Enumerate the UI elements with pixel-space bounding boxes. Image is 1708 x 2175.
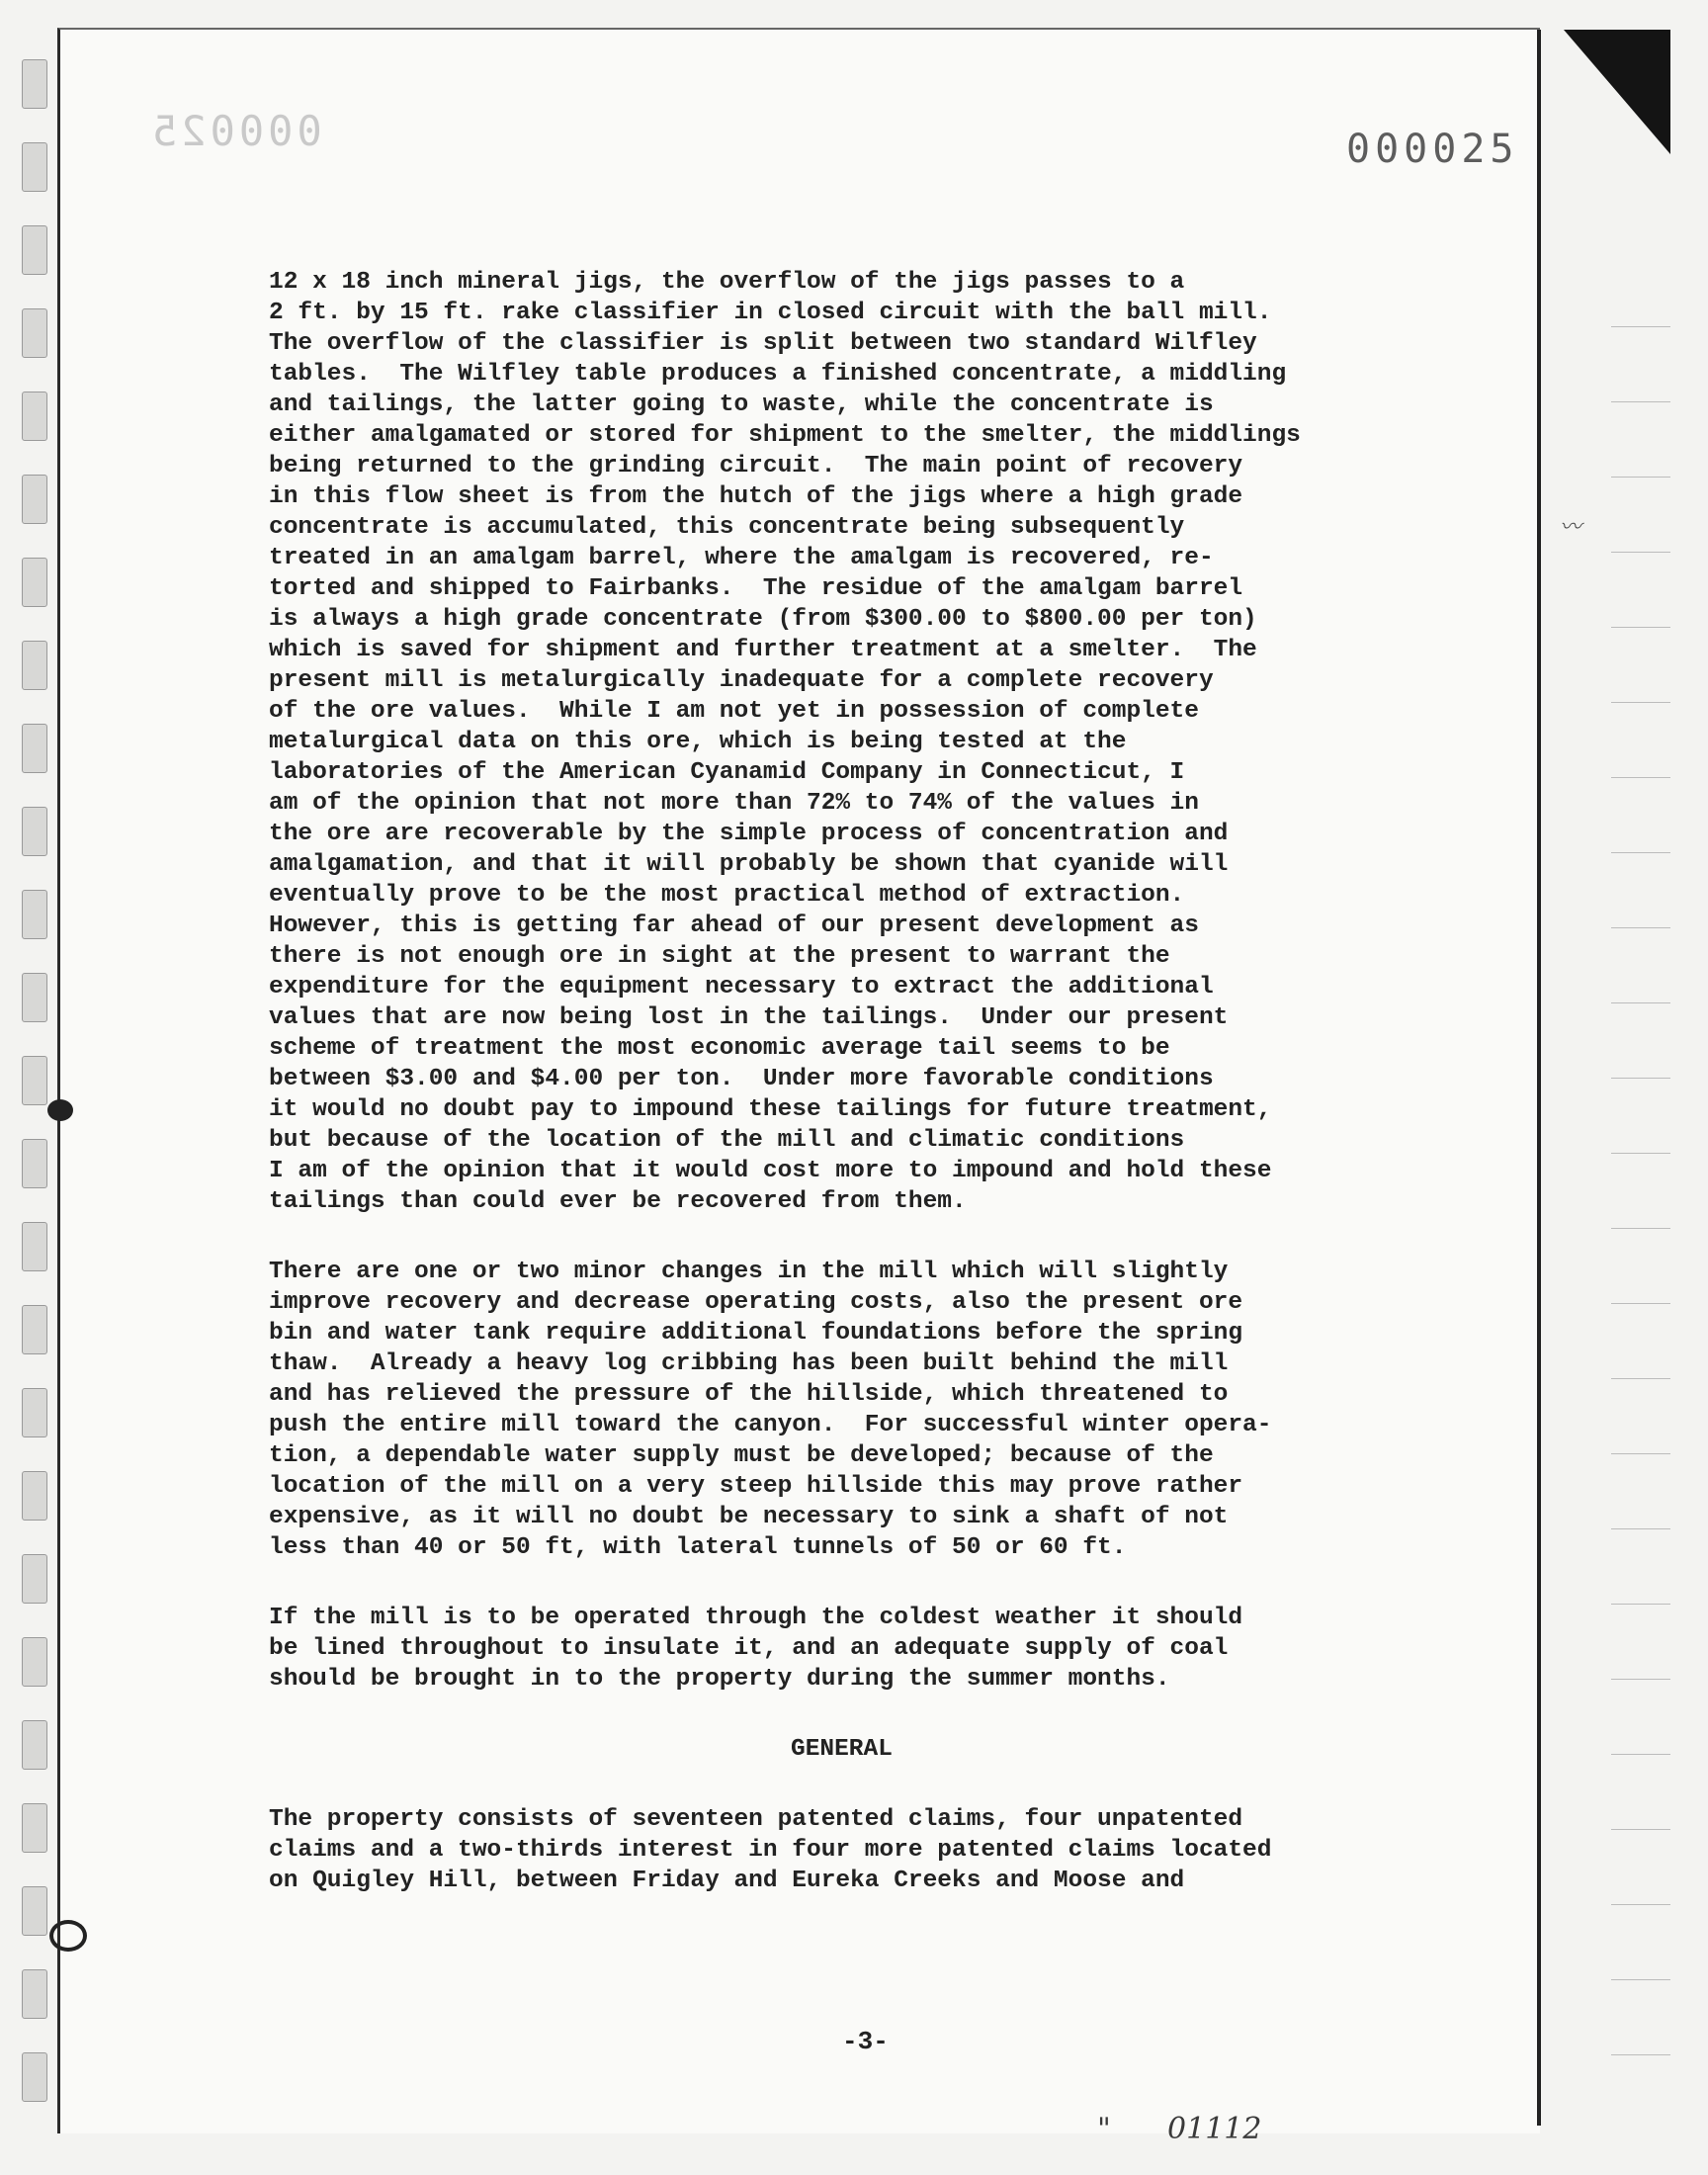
text-line: tables. The Wilfley table produces a finished concentrate, a middling	[269, 361, 1287, 388]
text-line: treated in an amalgam barrel, where the amalgam is recovered, re-	[269, 545, 1214, 571]
text-line: eventually prove to be the most practical method of extraction.	[269, 882, 1185, 909]
binding-hole	[22, 308, 47, 358]
text-line: improve recovery and decrease operating costs, also the present ore	[269, 1289, 1243, 1316]
margin-rule	[1611, 1303, 1670, 1304]
margin-rule	[1611, 1153, 1670, 1154]
text-line: amalgamation, and that it will probably be shown that cyanide will	[269, 851, 1229, 878]
text-line: 12 x 18 inch mineral jigs, the overflow of the jigs passes to a	[269, 269, 1185, 296]
text-line: and has relieved the pressure of the hillside, which threatened to	[269, 1381, 1229, 1408]
text-line: 2 ft. by 15 ft. rake classifier in closed circuit with the ball mill.	[269, 300, 1272, 326]
margin-rule	[1611, 777, 1670, 778]
margin-rule	[1611, 1754, 1670, 1755]
margin-rule	[1611, 401, 1670, 402]
text-line: laboratories of the American Cyanamid Company in Connecticut, I	[269, 759, 1185, 786]
text-line: but because of the location of the mill and climatic conditions	[269, 1127, 1185, 1154]
text-line: am of the opinion that not more than 72% to 74% of the values in	[269, 790, 1199, 817]
text-line: be lined throughout to insulate it, and an adequate supply of coal	[269, 1635, 1229, 1662]
section-heading: GENERAL	[791, 1736, 893, 1763]
footer-handwriting: " 01112	[1097, 2112, 1262, 2146]
margin-rule	[1611, 552, 1670, 553]
text-line: of the ore values. While I am not yet in possession of complete	[269, 698, 1199, 725]
page-edge	[1537, 30, 1541, 2126]
margin-rule	[1611, 927, 1670, 928]
margin-rule	[1611, 852, 1670, 853]
paragraph	[269, 1257, 1485, 1563]
text-line: metalurgical data on this ore, which is being tested at the	[269, 729, 1127, 755]
text-line: tion, a dependable water supply must be developed; because of the	[269, 1442, 1214, 1469]
binding-hole	[22, 1886, 47, 1936]
binding-hole	[22, 59, 47, 109]
ink-blot	[47, 1099, 73, 1121]
text-line: and tailings, the latter going to waste, while the concentrate is	[269, 392, 1214, 418]
text-line: less than 40 or 50 ft, with lateral tunnels of 50 or 60 ft.	[269, 1534, 1127, 1561]
margin-rule	[1611, 477, 1670, 478]
text-line: the ore are recoverable by the simple process of concentration and	[269, 821, 1229, 847]
text-line: in this flow sheet is from the hutch of the jigs where a high grade	[269, 483, 1243, 510]
text-line: push the entire mill toward the canyon. For successful winter opera-	[269, 1412, 1272, 1438]
margin-rule	[1611, 1904, 1670, 1905]
text-line: concentrate is accumulated, this concentrate being subsequently	[269, 514, 1185, 541]
binding-hole	[22, 142, 47, 192]
paragraph	[269, 1603, 1485, 1695]
binding-holes	[22, 59, 49, 2116]
binding-hole	[22, 225, 47, 275]
text-line: thaw. Already a heavy log cribbing has been built behind the mill	[269, 1350, 1229, 1377]
binding-hole	[22, 2052, 47, 2102]
bates-number: 000025	[1346, 127, 1519, 172]
paragraph-gap	[269, 1695, 1485, 1734]
margin-handwriting-mark: 〰	[1560, 515, 1582, 540]
margin-rule	[1611, 1453, 1670, 1454]
text-line: tailings than could ever be recovered from them.	[269, 1188, 967, 1215]
binding-hole	[22, 1056, 47, 1105]
margin-rule	[1611, 1378, 1670, 1379]
binding-hole	[22, 1969, 47, 2019]
binding-hole	[22, 1388, 47, 1437]
text-line: However, this is getting far ahead of our present development as	[269, 913, 1199, 939]
binding-hole	[22, 1637, 47, 1687]
binding-hole	[22, 807, 47, 856]
text-line: torted and shipped to Fairbanks. The residue of the amalgam barrel	[269, 575, 1243, 602]
binding-hole	[22, 1139, 47, 1188]
binding-hole	[22, 1305, 47, 1354]
binding-hole	[22, 1720, 47, 1770]
paragraph	[269, 267, 1485, 1217]
binding-hole	[22, 475, 47, 524]
margin-rule	[1611, 2054, 1670, 2055]
binding-hole	[22, 890, 47, 939]
text-line: scheme of treatment the most economic average tail seems to be	[269, 1035, 1170, 1062]
binding-hole	[22, 1803, 47, 1853]
paragraph	[269, 1804, 1485, 1896]
text-line: present mill is metalurgically inadequate for a complete recovery	[269, 667, 1214, 694]
binding-hole	[22, 724, 47, 773]
text-line: it would no doubt pay to impound these tailings for future treatment,	[269, 1096, 1272, 1123]
binding-hole	[22, 558, 47, 607]
bleed-through-number: 000025	[148, 107, 322, 155]
binding-hole	[22, 392, 47, 441]
text-line: values that are now being lost in the tailings. Under our present	[269, 1004, 1229, 1031]
binding-hole	[22, 641, 47, 690]
folded-corner	[1564, 30, 1670, 154]
margin-rule	[1611, 627, 1670, 628]
margin-rule	[1611, 1078, 1670, 1079]
page-number: -3-	[842, 2027, 889, 2056]
text-line: claims and a two-thirds interest in four more patented claims located	[269, 1837, 1272, 1864]
text-line: between $3.00 and $4.00 per ton. Under more favorable conditions	[269, 1066, 1214, 1092]
margin-rule	[1611, 702, 1670, 703]
binding-hole	[22, 1222, 47, 1271]
text-line: being returned to the grinding circuit. The main point of recovery	[269, 453, 1243, 479]
text-line: There are one or two minor changes in the mill which will slightly	[269, 1259, 1229, 1285]
text-line: should be brought in to the property during the summer months.	[269, 1666, 1170, 1693]
margin-rule	[1611, 1679, 1670, 1680]
paragraph-gap	[269, 1765, 1485, 1804]
document-body	[269, 267, 1485, 1896]
binding-hole	[22, 973, 47, 1022]
margin-rule	[1611, 1979, 1670, 1980]
margin-rule	[1611, 1829, 1670, 1830]
text-line: there is not enough ore in sight at the present to warrant the	[269, 943, 1170, 970]
text-line: I am of the opinion that it would cost more to impound and hold these	[269, 1158, 1272, 1184]
text-line: is always a high grade concentrate (from $300.00 to $800.00 per ton)	[269, 606, 1257, 633]
text-line: If the mill is to be operated through the coldest weather it should	[269, 1605, 1243, 1631]
margin-rule	[1611, 326, 1670, 327]
binding-hole	[22, 1554, 47, 1604]
text-line: on Quigley Hill, between Friday and Eureka Creeks and Moose and	[269, 1868, 1185, 1894]
margin-rule	[1611, 1228, 1670, 1229]
margin-rule	[1611, 1528, 1670, 1529]
margin-rule	[1611, 1002, 1670, 1003]
text-line: which is saved for shipment and further treatment at a smelter. The	[269, 637, 1257, 663]
paragraph-gap	[269, 1217, 1485, 1257]
text-line: The property consists of seventeen patented claims, four unpatented	[269, 1806, 1243, 1833]
text-line: The overflow of the classifier is split between two standard Wilfley	[269, 330, 1257, 357]
text-line: expenditure for the equipment necessary to extract the additional	[269, 974, 1214, 1000]
paragraph-gap	[269, 1563, 1485, 1603]
text-line: expensive, as it will no doubt be necessary to sink a shaft of not	[269, 1504, 1229, 1530]
binding-hole	[22, 1471, 47, 1521]
text-line: location of the mill on a very steep hillside this may prove rather	[269, 1473, 1243, 1500]
ink-blot	[49, 1920, 87, 1952]
text-line: bin and water tank require additional foundations before the spring	[269, 1320, 1243, 1347]
margin-rule	[1611, 1604, 1670, 1605]
text-line: either amalgamated or stored for shipment to the smelter, the middlings	[269, 422, 1301, 449]
